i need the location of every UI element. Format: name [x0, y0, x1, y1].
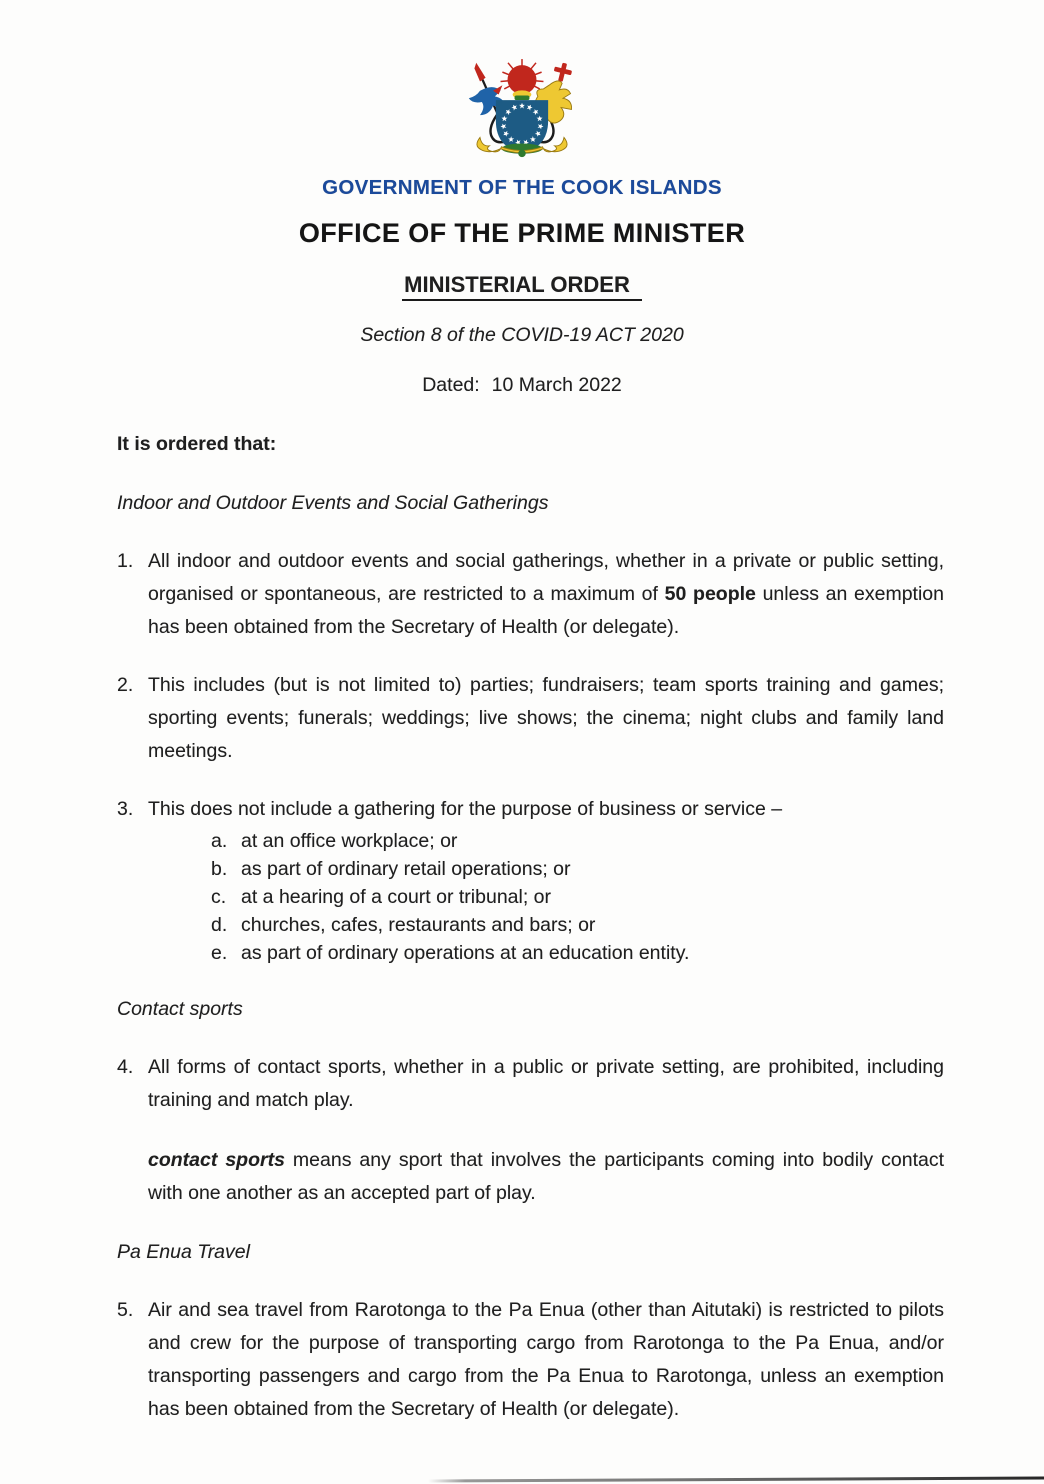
section-heading-gatherings: Indoor and Outdoor Events and Social Gatherings: [117, 492, 549, 514]
item-text-bold: 50 people: [664, 583, 756, 605]
item-number: 3.: [117, 798, 134, 820]
sub-item-d: [211, 911, 944, 939]
sub-item-e: [211, 939, 944, 967]
item-text: [148, 793, 944, 967]
item-number: 4.: [117, 1056, 134, 1078]
item-text: All forms of contact sports, whether in a public or private setting, are prohibited, including training and match play.: [148, 1056, 944, 1111]
sub-list: [211, 827, 944, 967]
ordered-item-3: [117, 793, 944, 967]
definition-paragraph: [148, 1144, 944, 1210]
sub-item-text: churches, cafes, restaurants and bars; or: [241, 914, 596, 936]
doc-type-line: [0, 272, 1044, 298]
doc-type-title: MINISTERIAL ORDER: [402, 272, 642, 301]
definition-text: means any sport that involves the participants coming into bodily contact with one another as an accepted part of play.: [148, 1149, 945, 1204]
sub-item-text: at an office workplace; or: [241, 830, 458, 852]
item-text: This includes (but is not limited to) parties; fundraisers; team sports training and games; sporting events; funerals; weddings; live shows; the cinema; night clubs and family land meetings.: [148, 674, 944, 762]
sub-item-letter: b.: [211, 858, 228, 880]
ordered-item-2: [117, 669, 944, 768]
dated-label: Dated:: [422, 374, 480, 396]
definition-term: contact sports: [148, 1149, 285, 1171]
sub-item-text: as part of ordinary retail operations; or: [241, 858, 571, 880]
sub-item-letter: e.: [211, 942, 228, 964]
sub-item-a: [211, 827, 944, 855]
sub-item-text: at a hearing of a court or tribunal; or: [241, 886, 552, 908]
sub-item-letter: a.: [211, 830, 228, 852]
item-text-segment: All indoor and outdoor events and social gatherings, whether in a private or public setting, organised or spontaneous, are restricted to a maximum of: [148, 550, 944, 605]
office-title: OFFICE OF THE PRIME MINISTER: [298, 218, 746, 248]
ordered-item-5: [117, 1294, 944, 1426]
doc-body: [0, 428, 1044, 1426]
ordered-item-1: [117, 545, 944, 644]
cook-islands-coat-of-arms-icon: [452, 54, 592, 164]
government-title: GOVERNMENT OF THE COOK ISLANDS: [322, 176, 722, 199]
item-text: [148, 545, 944, 644]
sub-item-b: [211, 855, 944, 883]
ordered-item-4: [117, 1051, 944, 1117]
sub-item-c: [211, 883, 944, 911]
item-text-segment: unless an exemption has been obtained from the Secretary of Health (or delegate).: [148, 583, 945, 638]
sub-item-letter: d.: [211, 914, 228, 936]
order-intro: It is ordered that:: [117, 433, 277, 455]
dated-value: 10 March 2022: [491, 374, 622, 396]
item-number: 2.: [117, 674, 134, 696]
scan-artifact-line: [428, 1476, 1044, 1482]
item-number: 1.: [117, 550, 134, 572]
item-number: 5.: [117, 1299, 134, 1321]
item-text: Air and sea travel from Rarotonga to the Pa Enua (other than Aitutaki) is restricted to pilots and crew for the purpose of transporting cargo from Rarotonga to the Pa Enua, and/or transporting passengers and cargo from the Pa Enua to Rarotonga, unless an exemption has been obtained from the Secretary of Health (or delegate).: [148, 1299, 944, 1420]
authority-line: Section 8 of the COVID-19 ACT 2020: [360, 324, 684, 346]
sub-item-letter: c.: [211, 886, 227, 908]
sub-item-text: as part of ordinary operations at an education entity.: [241, 942, 690, 964]
section-heading-pa-enua-travel: Pa Enua Travel: [117, 1241, 250, 1263]
section-heading-contact-sports: Contact sports: [117, 998, 243, 1020]
item-text-segment: This does not include a gathering for the purpose of business or service –: [148, 798, 783, 820]
doc-header: [0, 0, 1044, 397]
dated-line: [0, 374, 1044, 397]
